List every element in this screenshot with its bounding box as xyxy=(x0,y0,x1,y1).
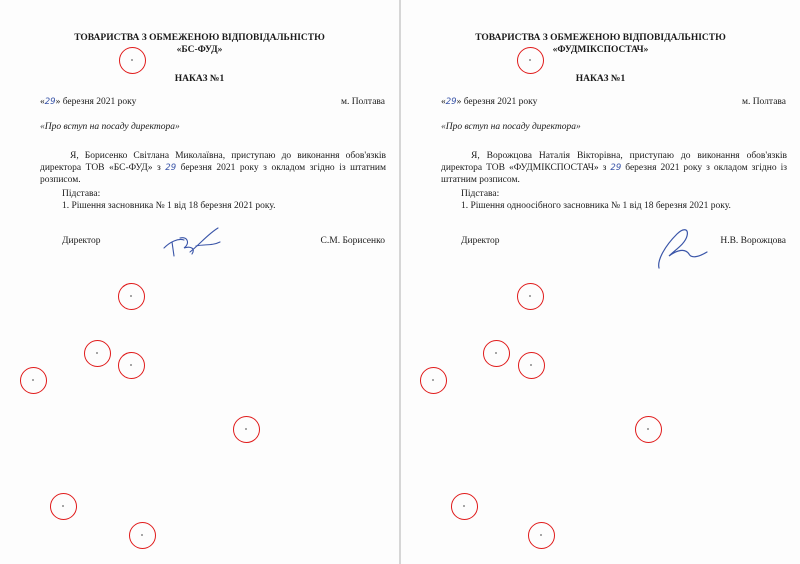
document-page-right xyxy=(401,0,800,564)
date-day-handwritten: 29 xyxy=(445,97,457,107)
order-title: НАКАЗ №1 xyxy=(174,74,225,84)
body-text-part2: березня 2021 року з окладом згідно із штатним розписом. xyxy=(441,163,787,185)
date-rest: » березня 2021 року xyxy=(456,97,538,107)
order-body xyxy=(441,150,787,186)
marker-circle xyxy=(451,493,478,520)
basis-item: 1. Рішення засновника № 1 від 18 березня 2021 року. xyxy=(62,201,276,211)
marker-circle xyxy=(233,416,260,443)
marker-circle xyxy=(635,416,662,443)
signature-right xyxy=(653,224,713,274)
body-day-handwritten: 29 xyxy=(610,163,622,173)
body-day-handwritten: 29 xyxy=(165,163,177,173)
order-body xyxy=(40,150,386,186)
order-date xyxy=(40,97,136,107)
order-subject: «Про вступ на посаду директора» xyxy=(40,122,180,132)
company-header-line1: ТОВАРИСТВА З ОБМЕЖЕНОЮ ВІДПОВІДАЛЬНІСТЮ xyxy=(475,33,726,43)
basis-label: Підстава: xyxy=(461,189,500,199)
company-header-line2: «ФУДМІКСПОСТАЧ» xyxy=(552,45,649,55)
director-name: С.М. Борисенко xyxy=(320,236,385,246)
marker-circle xyxy=(129,522,156,549)
date-quote: « xyxy=(40,97,45,107)
director-label: Директор xyxy=(461,236,500,246)
marker-circle xyxy=(119,47,146,74)
company-header xyxy=(401,32,800,56)
basis-item: 1. Рішення одноосібного засновника № 1 від 18 березня 2021 року. xyxy=(461,201,731,211)
date-quote: « xyxy=(441,97,446,107)
marker-circle xyxy=(420,367,447,394)
marker-circle xyxy=(517,283,544,310)
basis-label: Підстава: xyxy=(62,189,101,199)
marker-circle xyxy=(517,47,544,74)
company-header xyxy=(0,32,399,56)
body-text-part1: Я, Борисенко Світлана Миколаївна, приступаю до виконання обов'язків директора ТОВ «БС-ФУД» з xyxy=(40,151,386,173)
body-text-part2: березня 2021 року з окладом згідно із штатним розписом. xyxy=(40,163,386,185)
marker-circle xyxy=(118,283,145,310)
marker-circle xyxy=(20,367,47,394)
marker-circle xyxy=(483,340,510,367)
signature-left xyxy=(160,222,230,264)
company-header-line2: «БС-ФУД» xyxy=(176,45,223,55)
order-date xyxy=(441,97,537,107)
marker-circle xyxy=(518,352,545,379)
document-page-left xyxy=(0,0,399,564)
director-label: Директор xyxy=(62,236,101,246)
body-text-part1: Я, Ворожцова Наталія Вікторівна, приступаю до виконання обов'язків директора ТОВ «ФУДМІКСПОСТАЧ» з xyxy=(441,151,787,173)
marker-circle xyxy=(118,352,145,379)
order-title: НАКАЗ №1 xyxy=(575,74,626,84)
order-city: м. Полтава xyxy=(340,97,385,107)
marker-circle xyxy=(84,340,111,367)
date-day-handwritten: 29 xyxy=(44,97,56,107)
marker-circle xyxy=(528,522,555,549)
date-rest: » березня 2021 року xyxy=(55,97,137,107)
order-subject: «Про вступ на посаду директора» xyxy=(441,122,581,132)
marker-circle xyxy=(50,493,77,520)
order-city: м. Полтава xyxy=(741,97,786,107)
director-name: Н.В. Ворожцова xyxy=(720,236,786,246)
company-header-line1: ТОВАРИСТВА З ОБМЕЖЕНОЮ ВІДПОВІДАЛЬНІСТЮ xyxy=(74,33,325,43)
